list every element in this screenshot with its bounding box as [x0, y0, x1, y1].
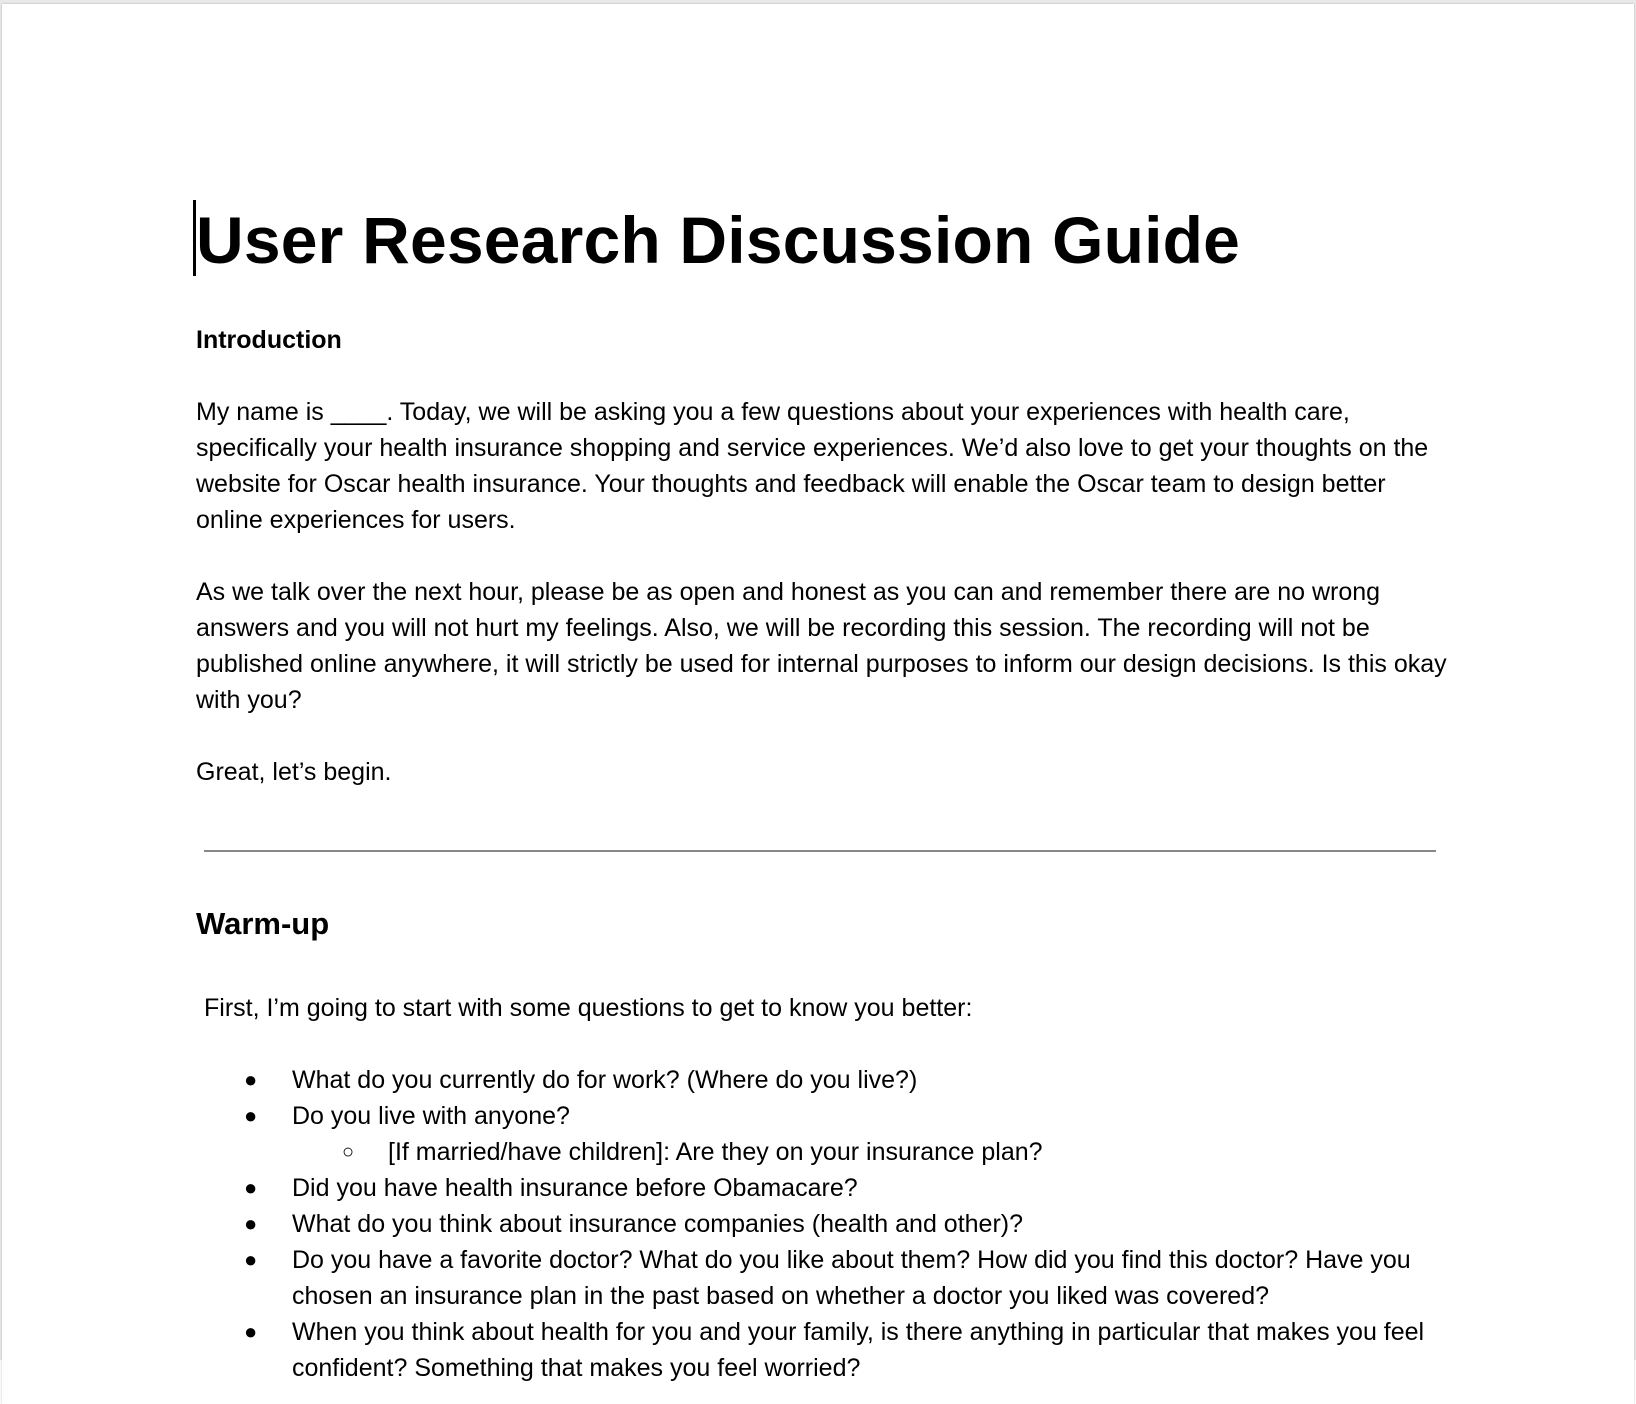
text-cursor [193, 200, 196, 276]
list-item-text: When you think about health for you and your family, is there anything in particular that makes you feel confident? Something that makes you feel worried? [292, 1318, 1425, 1382]
document-body[interactable] [196, 200, 1456, 1386]
bullet-icon: ● [244, 1247, 258, 1272]
hollow-bullet-icon: ○ [342, 1141, 355, 1163]
introduction-label[interactable]: Introduction [196, 326, 342, 354]
bullet-icon: ● [244, 1103, 258, 1128]
list-item[interactable] [196, 1242, 1456, 1314]
list-item-text: What do you think about insurance companies (health and other)? [292, 1210, 1024, 1238]
list-item[interactable] [196, 1098, 1456, 1134]
bullet-icon: ● [244, 1319, 258, 1344]
bullet-icon: ● [244, 1175, 258, 1200]
document-title[interactable]: User Research Discussion Guide [196, 203, 1241, 277]
bullet-icon: ● [244, 1067, 258, 1092]
warmup-question-list [196, 1062, 1456, 1386]
warmup-lead[interactable]: First, I’m going to start with some questions to get to know you better: [204, 994, 973, 1022]
list-item[interactable] [196, 1206, 1456, 1242]
bullet-icon: ● [244, 1211, 258, 1236]
introduction-paragraph-3[interactable]: Great, let’s begin. [196, 758, 392, 786]
introduction-paragraph-2[interactable]: As we talk over the next hour, please be as open and honest as you can and remember there are no wrong answers and you will not hurt my feelings. Also, we will be recording this session. The recording will not be published online anywhere, it will strictly be used for internal purposes to inform our design decisions. Is this okay with you? [196, 578, 1447, 714]
list-item-text: Do you have a favorite doctor? What do you like about them? How did you find this doctor? Have you chosen an insurance plan in the past based on whether a doctor you liked was covered? [292, 1246, 1411, 1310]
list-item-text: Do you live with anyone? [292, 1102, 570, 1130]
list-item[interactable] [196, 1170, 1456, 1206]
list-item[interactable] [196, 1314, 1456, 1386]
list-item[interactable] [196, 1062, 1456, 1098]
warmup-heading[interactable]: Warm-up [196, 906, 330, 941]
list-item-text: Did you have health insurance before Obamacare? [292, 1174, 858, 1202]
sub-list-item[interactable] [196, 1134, 1456, 1170]
horizontal-rule [204, 850, 1436, 852]
list-item-text: [If married/have children]: Are they on your insurance plan? [388, 1138, 1043, 1166]
list-item-text: What do you currently do for work? (Where do you live?) [292, 1066, 918, 1094]
introduction-paragraph-1[interactable]: My name is ____. Today, we will be asking you a few questions about your experiences with health care, specifically your health insurance shopping and service experiences. We’d also love to get your thoughts on the website for Oscar health insurance. Your thoughts and feedback will enable the Oscar team to design better online experiences for users. [196, 398, 1429, 534]
document-page[interactable] [2, 4, 1634, 1404]
